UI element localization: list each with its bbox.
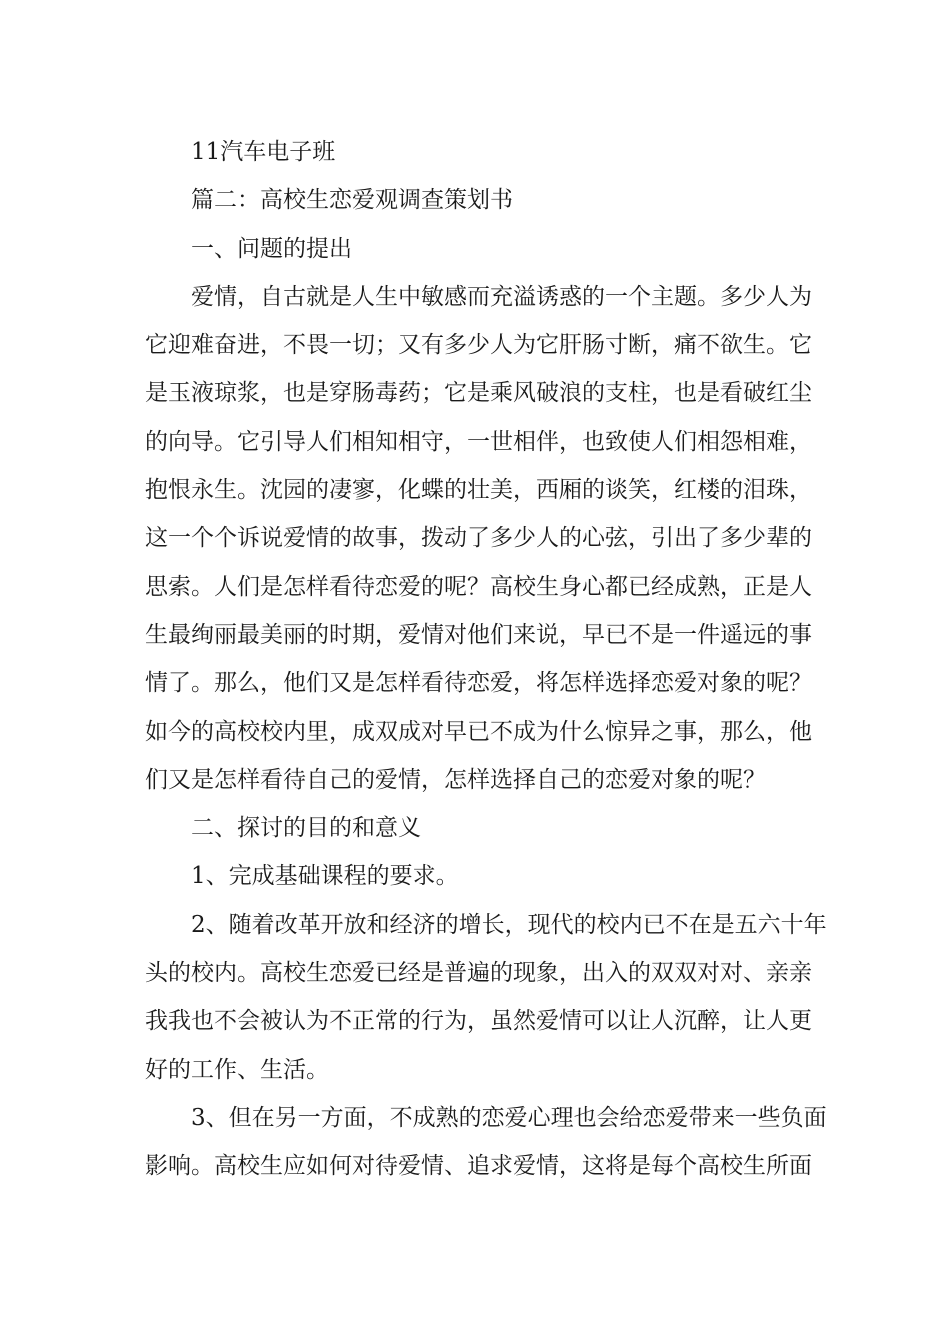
text-line: 们又是怎样看待自己的爱情，怎样选择自己的恋爱对象的呢？ (145, 766, 766, 793)
document-body (145, 128, 827, 1191)
text-line: 它迎难奋进，不畏一切；又有多少人为它肝肠寸断，痛不欲生。它 (145, 332, 812, 359)
text-line: 篇二：高校生恋爱观调查策划书 (191, 187, 513, 214)
text-line: 抱恨永生。沈园的凄寥，化蝶的壮美，西厢的谈笑，红楼的泪珠， (145, 477, 812, 504)
text-line: 思索。人们是怎样看待恋爱的呢？高校生身心都已经成熟，正是人 (145, 573, 812, 600)
text-line: 我我也不会被认为不正常的行为，虽然爱情可以让人沉醉，让人更 (145, 1008, 812, 1035)
text-line: 影响。高校生应如何对待爱情、追求爱情，这将是每个高校生所面 (145, 1153, 812, 1180)
text-line: 2、随着改革开放和经济的增长，现代的校内已不在是五六十年 (191, 911, 827, 938)
text-line: 生最绚丽最美丽的时期，爱情对他们来说，早已不是一件遥远的事 (145, 621, 812, 648)
text-line: 如今的高校校内里，成双成对早已不成为什么惊异之事，那么，他 (145, 718, 812, 745)
text-line: 的向导。它引导人们相知相守，一世相伴，也致使人们相怨相难， (145, 428, 812, 455)
text-line: 爱情，自古就是人生中敏感而充溢诱惑的一个主题。多少人为 (191, 283, 812, 310)
text-line: 二、探讨的目的和意义 (191, 815, 421, 842)
text-line: 头的校内。高校生恋爱已经是普遍的现象，出入的双双对对、亲亲 (145, 960, 812, 987)
text-line: 11汽车电子班 (191, 139, 336, 165)
text-line: 好的工作、生活。 (145, 1056, 329, 1083)
text-line: 这一个个诉说爱情的故事，拨动了多少人的心弦，引出了多少辈的 (145, 525, 812, 552)
text-line: 情了。那么，他们又是怎样看待恋爱，将怎样选择恋爱对象的呢？ (145, 670, 812, 697)
text-line: 1、完成基础课程的要求。 (191, 863, 459, 890)
text-line: 一、问题的提出 (191, 235, 352, 262)
text-line: 是玉液琼浆，也是穿肠毒药；它是乘风破浪的支柱，也是看破红尘 (145, 380, 812, 407)
text-line: 3、但在另一方面，不成熟的恋爱心理也会给恋爱带来一些负面 (191, 1104, 827, 1131)
